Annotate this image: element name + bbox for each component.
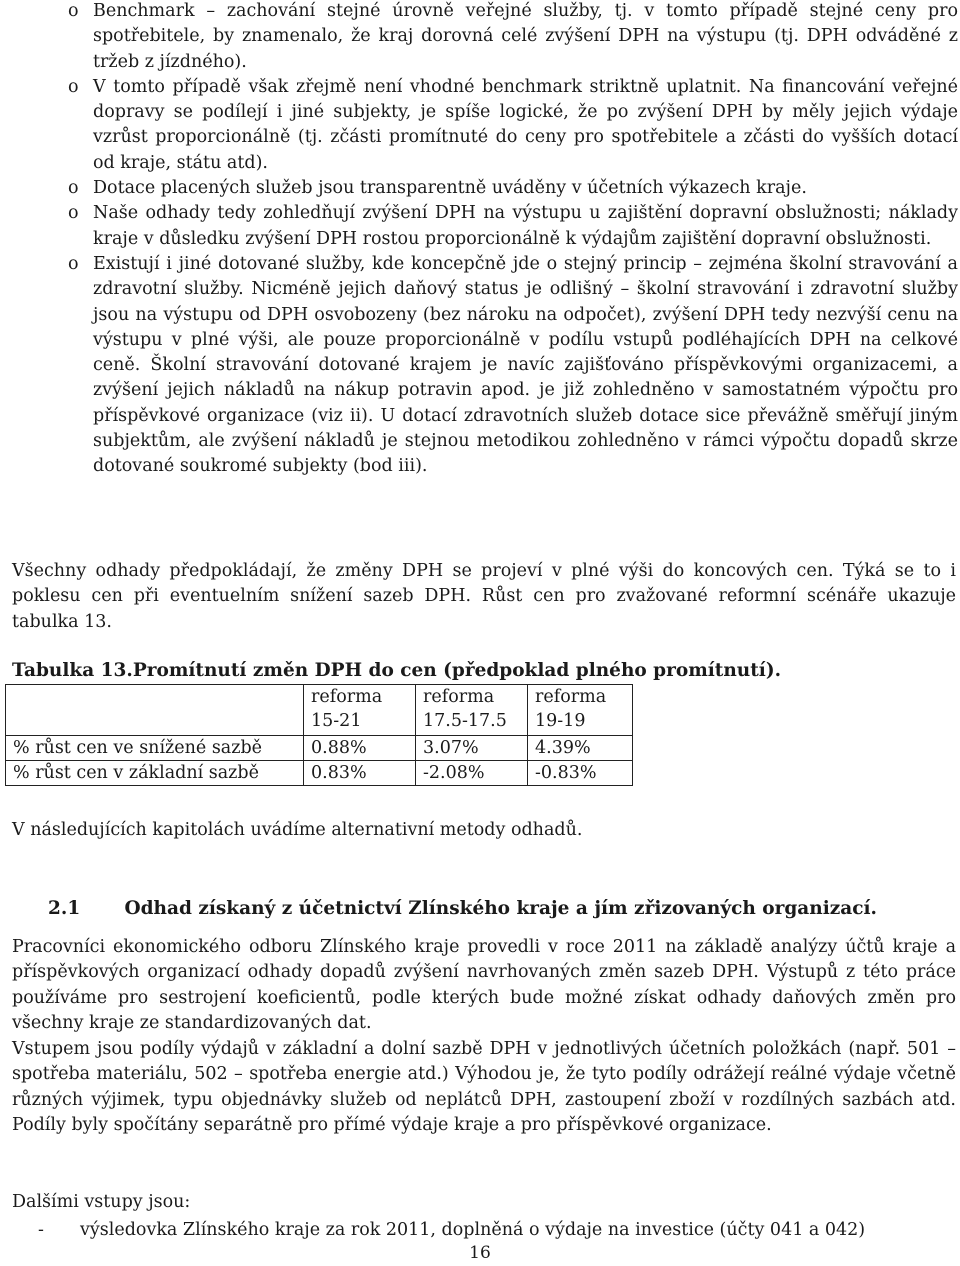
paragraph-zlin-analysis: Pracovníci ekonomického odboru Zlínského kraje provedli v roce 2011 na základě analýzy účtů kraje a příspěvkových organizací odhady dopadů zvýšení navrhovaných změn sazeb DPH. Výstupů z této práce používáme pro sestrojení koeficientů, podle kterých bude možné získat odhady daňových změn pro všechny kraje ze standardizovaných dat. bbox=[12, 937, 956, 1033]
table-header-cell: reforma 17.5-17.5 bbox=[416, 685, 528, 736]
table-header-row bbox=[6, 685, 633, 736]
bullet-text: Existují i jiné dotované služby, kde koncepčně jde o stejný princip – zejména školní stravování a zdravotní služby. Nicméně jejich daňový status je odlišný – školní stravování i zdravotní služby jsou na výstupu od DPH osvobozeny (bez nároku na odpočet), zvýšení DPH tedy nezvýší cenu na výstupu v plné výši, ale pouze proporcionálně v podílu vstupů podléhajících DPH na celkové ceně. Školní stravování dotované krajem je navíc zajišťováno příspěvkovými organizacemi, a zvýšení jejich nákladů na nákup potravin apod. je již zohledněno v samostatném výpočtu pro příspěvkové organizace (viz ii). U dotací zdravotních služeb dotace sice převážně směřují jiným subjektům, ale zvýšení nákladů je stejnou metodikou zohledněno v rámci výpočtu dopadů skrze dotované soukromé subjekty (bod iii). bbox=[93, 253, 958, 477]
bullet-marker: o bbox=[68, 1, 79, 21]
bullet-list bbox=[18, 0, 958, 480]
section-heading bbox=[48, 898, 877, 919]
bullet-text: V tomto případě však zřejmě není vhodné benchmark striktně uplatnit. Na financování veřejné dopravy se podílejí i jiné subjekty, je spíše logické, že po zvýšení DPH by měly jejich výdaje vzrůst proporcionálně (tj. zčásti promítnuté do ceny pro spotřebitele a zčásti do vyšších dotací od kraje, státu atd). bbox=[93, 76, 958, 173]
table-header-cell bbox=[6, 685, 304, 736]
bullet-item bbox=[18, 176, 958, 201]
table-cell: 4.39% bbox=[528, 736, 633, 761]
paragraph-price-assumptions: Všechny odhady předpokládají, že změny DPH se projeví v plné výši do koncových cen. Týká se to i poklesu cen při eventuelním snížení sazeb DPH. Růst cen pro zvažované reformní scénáře ukazuje tabulka 13. bbox=[12, 561, 956, 632]
table-caption: Tabulka 13.Promítnutí změn DPH do cen (předpoklad plného promítnutí). bbox=[12, 660, 782, 681]
bullet-marker: o bbox=[68, 76, 79, 97]
page-number: 16 bbox=[469, 1243, 491, 1263]
table-cell: % růst cen v základní sazbě bbox=[6, 761, 304, 786]
bullet-text: Benchmark – zachování stejné úrovně veřejné služby, tj. v tomto případě stejné ceny pro spotřebitele, by znamenalo, že kraj dorovná celé zvýšení DPH na výstupu (tj. DPH odváděné z tržeb z jízdného). bbox=[93, 1, 958, 72]
section-number: 2.1 bbox=[48, 898, 81, 919]
table-cell: 3.07% bbox=[416, 736, 528, 761]
bullet-text: Naše odhady tedy zohledňují zvýšení DPH na výstupu u zajištění dopravní obslužnosti; náklady kraje v důsledku zvýšení DPH rostou proporcionálně k výdajům zajištění dopravní obslužnosti. bbox=[93, 203, 958, 249]
bullet-marker: o bbox=[68, 203, 79, 224]
table-header-cell: reforma 15-21 bbox=[304, 685, 416, 736]
section-title: Odhad získaný z účetnictví Zlínského kraje a jím zřizovaných organizací. bbox=[124, 898, 877, 919]
table-cell: % růst cen ve snížené sazbě bbox=[6, 736, 304, 761]
dash-list-item bbox=[38, 1218, 865, 1243]
bullet-text: Dotace placených služeb jsou transparentně uváděny v účetních výkazech kraje. bbox=[93, 178, 807, 199]
vat-price-table bbox=[5, 684, 633, 786]
table-cell: -0.83% bbox=[528, 761, 633, 786]
bullet-item bbox=[18, 75, 958, 176]
dash-marker: - bbox=[38, 1220, 44, 1240]
table-cell: -2.08% bbox=[416, 761, 528, 786]
dash-text: výsledovka Zlínského kraje za rok 2011, doplněná o výdaje na investice (účty 041 a 042) bbox=[80, 1220, 866, 1240]
bullet-marker: o bbox=[68, 253, 79, 274]
table-cell: 0.83% bbox=[304, 761, 416, 786]
paragraph-inputs-shares: Vstupem jsou podíly výdajů v základní a dolní sazbě DPH v jednotlivých účetních položkách (např. 501 – spotřeba materiálu, 502 – spotřeba energie atd.) Výhodou je, že tyto podíly odrážejí reálné výdaje včetně různých výjimek, typu objednávky služeb od neplátců DPH, zastoupení zboží v rozdílných sazbách atd. Podíly byly spočítány separátně pro přímé výdaje kraje a pro příspěvkové organizace. bbox=[12, 1039, 956, 1135]
bullet-item bbox=[18, 252, 958, 480]
paragraph-other-inputs: Dalšími vstupy jsou: bbox=[12, 1192, 191, 1212]
table-header-cell: reforma 19-19 bbox=[528, 685, 633, 736]
table-row bbox=[6, 736, 633, 761]
table-row bbox=[6, 761, 633, 786]
bullet-item bbox=[18, 201, 958, 252]
bullet-marker: o bbox=[68, 178, 79, 199]
paragraph-next-chapters: V následujících kapitolách uvádíme alternativní metody odhadů. bbox=[12, 820, 583, 840]
bullet-item bbox=[18, 0, 958, 75]
table-cell: 0.88% bbox=[304, 736, 416, 761]
